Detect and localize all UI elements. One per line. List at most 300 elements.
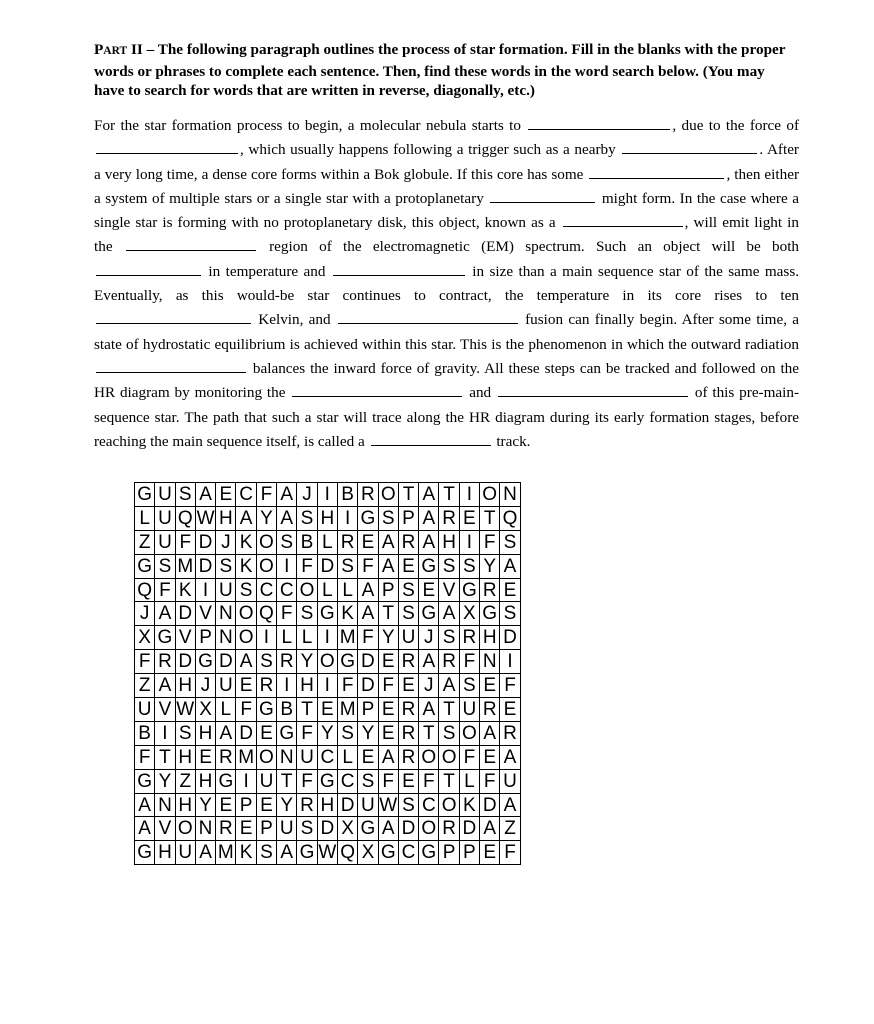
grid-cell[interactable]: C (277, 578, 297, 602)
grid-cell[interactable]: E (480, 841, 500, 865)
grid-cell[interactable]: F (358, 554, 378, 578)
grid-cell[interactable]: T (419, 721, 439, 745)
grid-cell[interactable]: R (439, 506, 459, 530)
grid-cell[interactable]: A (419, 506, 439, 530)
grid-cell[interactable]: A (439, 602, 459, 626)
grid-cell[interactable]: E (378, 721, 398, 745)
grid-cell[interactable]: K (236, 530, 256, 554)
grid-cell[interactable]: F (236, 698, 256, 722)
grid-cell[interactable]: K (175, 578, 195, 602)
grid-cell[interactable]: J (135, 602, 155, 626)
grid-cell[interactable]: E (358, 745, 378, 769)
grid-cell[interactable]: X (135, 626, 155, 650)
grid-cell[interactable]: S (337, 554, 357, 578)
grid-cell[interactable]: H (155, 841, 175, 865)
grid-cell[interactable]: H (439, 530, 459, 554)
grid-cell[interactable]: S (500, 530, 520, 554)
grid-cell[interactable]: I (277, 554, 297, 578)
grid-cell[interactable]: T (277, 769, 297, 793)
grid-cell[interactable]: P (358, 698, 378, 722)
grid-cell[interactable]: I (459, 483, 479, 507)
grid-cell[interactable]: V (195, 602, 215, 626)
grid-cell[interactable]: R (398, 745, 418, 769)
grid-cell[interactable]: R (480, 578, 500, 602)
grid-cell[interactable]: D (358, 674, 378, 698)
grid-cell[interactable]: F (175, 530, 195, 554)
grid-cell[interactable]: I (256, 626, 276, 650)
grid-cell[interactable]: A (419, 650, 439, 674)
grid-cell[interactable]: N (216, 602, 236, 626)
grid-cell[interactable]: W (318, 842, 337, 864)
grid-cell[interactable]: H (195, 721, 215, 745)
grid-cell[interactable]: C (419, 793, 439, 817)
blank-12[interactable] (96, 358, 246, 373)
grid-cell[interactable]: A (378, 745, 398, 769)
grid-cell[interactable]: H (175, 745, 195, 769)
grid-cell[interactable]: I (236, 769, 256, 793)
grid-cell[interactable]: C (236, 483, 256, 507)
grid-cell[interactable]: S (398, 578, 418, 602)
grid-cell[interactable]: I (317, 674, 337, 698)
grid-cell[interactable]: A (358, 578, 378, 602)
grid-cell[interactable]: H (175, 793, 195, 817)
grid-cell[interactable]: G (297, 841, 317, 865)
grid-cell[interactable]: T (378, 602, 398, 626)
grid-cell[interactable]: G (419, 554, 439, 578)
grid-cell[interactable]: D (317, 817, 337, 841)
grid-cell[interactable]: L (337, 745, 357, 769)
grid-cell[interactable]: F (480, 530, 500, 554)
grid-cell[interactable]: S (378, 506, 398, 530)
grid-cell[interactable]: A (277, 483, 297, 507)
grid-cell[interactable]: R (337, 530, 357, 554)
grid-cell[interactable]: R (277, 650, 297, 674)
grid-cell[interactable]: Z (135, 674, 155, 698)
grid-cell[interactable]: E (419, 578, 439, 602)
grid-cell[interactable]: G (419, 602, 439, 626)
grid-cell[interactable]: T (480, 506, 500, 530)
grid-cell[interactable]: S (236, 578, 256, 602)
grid-cell[interactable]: C (317, 745, 337, 769)
grid-cell[interactable]: P (256, 817, 276, 841)
grid-cell[interactable]: E (398, 554, 418, 578)
blank-3[interactable] (622, 139, 757, 154)
grid-cell[interactable]: R (439, 817, 459, 841)
grid-cell[interactable]: L (135, 506, 155, 530)
grid-cell[interactable]: Q (256, 602, 276, 626)
grid-cell[interactable]: D (236, 721, 256, 745)
grid-cell[interactable]: F (135, 745, 155, 769)
grid-cell[interactable]: O (439, 745, 459, 769)
grid-cell[interactable]: D (358, 650, 378, 674)
grid-cell[interactable]: U (155, 530, 175, 554)
grid-cell[interactable]: E (216, 793, 236, 817)
grid-cell[interactable]: C (398, 841, 418, 865)
grid-cell[interactable]: F (256, 483, 276, 507)
grid-cell[interactable]: Y (317, 721, 337, 745)
grid-cell[interactable]: R (398, 698, 418, 722)
grid-cell[interactable]: A (480, 721, 500, 745)
grid-cell[interactable]: N (195, 817, 215, 841)
grid-cell[interactable]: M (337, 698, 357, 722)
grid-cell[interactable]: O (419, 745, 439, 769)
grid-cell[interactable]: G (277, 721, 297, 745)
grid-cell[interactable]: O (256, 745, 276, 769)
grid-cell[interactable]: X (195, 698, 215, 722)
grid-cell[interactable]: H (195, 769, 215, 793)
blank-10[interactable] (96, 309, 251, 324)
grid-cell[interactable]: C (337, 769, 357, 793)
grid-cell[interactable]: X (337, 817, 357, 841)
grid-cell[interactable]: M (175, 554, 195, 578)
grid-cell[interactable]: E (378, 698, 398, 722)
grid-cell[interactable]: P (378, 578, 398, 602)
grid-cell[interactable]: I (317, 483, 337, 507)
grid-cell[interactable]: V (439, 578, 459, 602)
grid-cell[interactable]: U (500, 769, 520, 793)
grid-cell[interactable]: S (337, 721, 357, 745)
grid-cell[interactable]: E (398, 674, 418, 698)
grid-cell[interactable]: E (480, 674, 500, 698)
grid-cell[interactable]: S (459, 554, 479, 578)
grid-cell[interactable]: R (459, 626, 479, 650)
grid-cell[interactable]: C (256, 578, 276, 602)
grid-cell[interactable]: Z (175, 769, 195, 793)
grid-cell[interactable]: S (459, 674, 479, 698)
grid-cell[interactable]: U (155, 483, 175, 507)
blank-7[interactable] (126, 236, 256, 251)
grid-cell[interactable]: Z (135, 530, 155, 554)
grid-cell[interactable]: D (175, 602, 195, 626)
grid-cell[interactable]: O (256, 530, 276, 554)
grid-cell[interactable]: U (398, 626, 418, 650)
grid-cell[interactable]: O (236, 626, 256, 650)
blank-4[interactable] (589, 164, 724, 179)
grid-cell[interactable]: J (216, 530, 236, 554)
grid-cell[interactable]: R (480, 698, 500, 722)
grid-cell[interactable]: J (419, 674, 439, 698)
grid-cell[interactable]: U (459, 698, 479, 722)
grid-cell[interactable]: P (439, 841, 459, 865)
grid-cell[interactable]: U (256, 769, 276, 793)
grid-cell[interactable]: O (317, 650, 337, 674)
grid-cell[interactable]: F (459, 745, 479, 769)
grid-cell[interactable]: N (216, 626, 236, 650)
grid-cell[interactable]: H (317, 506, 337, 530)
grid-cell[interactable]: R (398, 721, 418, 745)
grid-cell[interactable]: F (378, 674, 398, 698)
grid-cell[interactable]: M (236, 745, 256, 769)
grid-cell[interactable]: O (236, 602, 256, 626)
grid-cell[interactable]: E (358, 530, 378, 554)
grid-cell[interactable]: F (419, 769, 439, 793)
grid-cell[interactable]: X (459, 602, 479, 626)
grid-cell[interactable]: U (216, 578, 236, 602)
grid-cell[interactable]: X (358, 841, 378, 865)
grid-cell[interactable]: S (256, 650, 276, 674)
grid-cell[interactable]: G (358, 817, 378, 841)
grid-cell[interactable]: W (176, 698, 195, 720)
grid-cell[interactable]: Y (480, 554, 500, 578)
grid-cell[interactable]: U (175, 841, 195, 865)
grid-cell[interactable]: N (480, 650, 500, 674)
grid-cell[interactable]: A (216, 721, 236, 745)
grid-cell[interactable]: I (155, 721, 175, 745)
grid-cell[interactable]: A (378, 554, 398, 578)
grid-cell[interactable]: U (216, 674, 236, 698)
grid-cell[interactable]: Y (297, 650, 317, 674)
grid-cell[interactable]: L (277, 626, 297, 650)
grid-cell[interactable]: D (480, 793, 500, 817)
blank-14[interactable] (498, 382, 688, 397)
blank-15[interactable] (371, 431, 491, 446)
grid-cell[interactable]: T (297, 698, 317, 722)
grid-cell[interactable]: R (155, 650, 175, 674)
grid-cell[interactable]: G (480, 602, 500, 626)
grid-cell[interactable]: G (195, 650, 215, 674)
grid-cell[interactable]: A (480, 817, 500, 841)
grid-cell[interactable]: T (398, 483, 418, 507)
grid-cell[interactable]: N (155, 793, 175, 817)
grid-cell[interactable]: S (155, 554, 175, 578)
grid-cell[interactable]: H (175, 674, 195, 698)
blank-6[interactable] (563, 212, 683, 227)
grid-cell[interactable]: A (378, 817, 398, 841)
grid-cell[interactable]: Y (277, 793, 297, 817)
grid-cell[interactable]: O (459, 721, 479, 745)
grid-cell[interactable]: K (459, 793, 479, 817)
grid-cell[interactable]: A (135, 817, 155, 841)
grid-cell[interactable]: W (379, 794, 398, 816)
grid-cell[interactable]: K (337, 602, 357, 626)
grid-cell[interactable]: R (216, 745, 236, 769)
grid-cell[interactable]: J (195, 674, 215, 698)
grid-cell[interactable]: P (236, 793, 256, 817)
grid-cell[interactable]: A (500, 745, 520, 769)
grid-cell[interactable]: S (398, 793, 418, 817)
grid-cell[interactable]: B (297, 530, 317, 554)
grid-cell[interactable]: A (500, 793, 520, 817)
grid-cell[interactable]: B (135, 721, 155, 745)
grid-cell[interactable]: A (195, 483, 215, 507)
grid-cell[interactable]: E (216, 483, 236, 507)
grid-cell[interactable]: E (500, 578, 520, 602)
grid-cell[interactable]: A (419, 530, 439, 554)
grid-cell[interactable]: U (277, 817, 297, 841)
grid-cell[interactable]: R (398, 530, 418, 554)
grid-cell[interactable]: H (216, 506, 236, 530)
grid-cell[interactable]: F (358, 626, 378, 650)
grid-cell[interactable]: M (216, 841, 236, 865)
grid-cell[interactable]: L (337, 578, 357, 602)
grid-cell[interactable]: E (480, 745, 500, 769)
grid-cell[interactable]: S (398, 602, 418, 626)
grid-cell[interactable]: S (277, 530, 297, 554)
grid-cell[interactable]: D (337, 793, 357, 817)
grid-cell[interactable]: R (297, 793, 317, 817)
grid-cell[interactable]: M (337, 626, 357, 650)
grid-cell[interactable]: U (155, 506, 175, 530)
grid-cell[interactable]: A (236, 506, 256, 530)
grid-cell[interactable]: A (500, 554, 520, 578)
grid-cell[interactable]: G (256, 698, 276, 722)
grid-cell[interactable]: D (398, 817, 418, 841)
grid-cell[interactable]: I (277, 674, 297, 698)
grid-cell[interactable]: G (459, 578, 479, 602)
grid-cell[interactable]: F (297, 721, 317, 745)
grid-cell[interactable]: B (337, 483, 357, 507)
grid-cell[interactable]: A (155, 602, 175, 626)
grid-cell[interactable]: Q (175, 506, 195, 530)
grid-cell[interactable]: G (317, 602, 337, 626)
grid-cell[interactable]: O (378, 483, 398, 507)
grid-cell[interactable]: I (500, 650, 520, 674)
blank-9[interactable] (333, 261, 465, 276)
grid-cell[interactable]: S (297, 602, 317, 626)
grid-cell[interactable]: G (419, 841, 439, 865)
grid-cell[interactable]: R (216, 817, 236, 841)
grid-cell[interactable]: S (216, 554, 236, 578)
grid-cell[interactable]: R (439, 650, 459, 674)
blank-8[interactable] (96, 261, 201, 276)
grid-cell[interactable]: F (337, 674, 357, 698)
grid-cell[interactable]: F (297, 554, 317, 578)
grid-cell[interactable]: Y (195, 793, 215, 817)
grid-cell[interactable]: G (135, 483, 155, 507)
grid-cell[interactable]: J (297, 483, 317, 507)
grid-cell[interactable]: D (195, 530, 215, 554)
grid-cell[interactable]: G (135, 841, 155, 865)
grid-cell[interactable]: A (419, 698, 439, 722)
grid-cell[interactable]: S (175, 721, 195, 745)
grid-cell[interactable]: I (459, 530, 479, 554)
grid-cell[interactable]: R (358, 483, 378, 507)
grid-cell[interactable]: S (256, 841, 276, 865)
grid-cell[interactable]: G (216, 769, 236, 793)
grid-cell[interactable]: W (196, 507, 215, 529)
grid-cell[interactable]: T (439, 769, 459, 793)
grid-cell[interactable]: G (358, 506, 378, 530)
grid-cell[interactable]: H (297, 674, 317, 698)
grid-cell[interactable]: F (459, 650, 479, 674)
grid-cell[interactable]: A (135, 793, 155, 817)
grid-cell[interactable]: L (297, 626, 317, 650)
grid-cell[interactable]: K (236, 554, 256, 578)
grid-cell[interactable]: S (439, 626, 459, 650)
grid-cell[interactable]: F (297, 769, 317, 793)
grid-cell[interactable]: R (256, 674, 276, 698)
grid-cell[interactable]: E (459, 506, 479, 530)
grid-cell[interactable]: T (439, 483, 459, 507)
grid-cell[interactable]: E (378, 650, 398, 674)
grid-cell[interactable]: P (195, 626, 215, 650)
blank-1[interactable] (528, 115, 670, 130)
grid-cell[interactable]: R (500, 721, 520, 745)
grid-cell[interactable]: Y (155, 769, 175, 793)
grid-cell[interactable]: F (155, 578, 175, 602)
grid-cell[interactable]: U (358, 793, 378, 817)
grid-cell[interactable]: Q (337, 841, 357, 865)
grid-cell[interactable]: D (175, 650, 195, 674)
grid-cell[interactable]: P (398, 506, 418, 530)
grid-cell[interactable]: E (236, 817, 256, 841)
grid-cell[interactable]: O (480, 483, 500, 507)
blank-13[interactable] (292, 382, 462, 397)
grid-cell[interactable]: E (398, 769, 418, 793)
grid-cell[interactable]: V (175, 626, 195, 650)
blank-2[interactable] (96, 139, 238, 154)
grid-cell[interactable]: G (155, 626, 175, 650)
grid-cell[interactable]: I (337, 506, 357, 530)
grid-cell[interactable]: L (459, 769, 479, 793)
grid-cell[interactable]: D (500, 626, 520, 650)
grid-cell[interactable]: V (155, 698, 175, 722)
grid-cell[interactable]: Z (500, 817, 520, 841)
grid-cell[interactable]: O (175, 817, 195, 841)
grid-cell[interactable]: E (317, 698, 337, 722)
grid-cell[interactable]: D (317, 554, 337, 578)
grid-cell[interactable]: I (195, 578, 215, 602)
grid-cell[interactable]: D (459, 817, 479, 841)
grid-cell[interactable]: O (419, 817, 439, 841)
grid-cell[interactable]: S (175, 483, 195, 507)
grid-cell[interactable]: A (236, 650, 256, 674)
grid-cell[interactable]: T (155, 745, 175, 769)
grid-cell[interactable]: G (135, 554, 155, 578)
grid-cell[interactable]: H (480, 626, 500, 650)
grid-cell[interactable]: R (398, 650, 418, 674)
grid-cell[interactable]: P (459, 841, 479, 865)
grid-cell[interactable]: G (317, 769, 337, 793)
grid-cell[interactable]: J (419, 626, 439, 650)
grid-cell[interactable]: A (439, 674, 459, 698)
grid-cell[interactable]: E (500, 698, 520, 722)
grid-cell[interactable]: E (256, 721, 276, 745)
grid-cell[interactable]: A (358, 602, 378, 626)
grid-cell[interactable]: Y (256, 506, 276, 530)
blank-5[interactable] (490, 188, 595, 203)
grid-cell[interactable]: O (439, 793, 459, 817)
grid-cell[interactable]: L (317, 578, 337, 602)
grid-cell[interactable]: V (155, 817, 175, 841)
grid-cell[interactable]: S (297, 817, 317, 841)
grid-cell[interactable]: N (500, 483, 520, 507)
grid-cell[interactable]: D (216, 650, 236, 674)
grid-cell[interactable]: L (216, 698, 236, 722)
grid-cell[interactable]: S (439, 554, 459, 578)
grid-cell[interactable]: U (135, 698, 155, 722)
grid-cell[interactable]: I (317, 626, 337, 650)
grid-cell[interactable]: A (195, 841, 215, 865)
grid-cell[interactable]: Q (500, 506, 520, 530)
grid-cell[interactable]: Q (135, 578, 155, 602)
grid-cell[interactable]: S (358, 769, 378, 793)
grid-cell[interactable]: L (317, 530, 337, 554)
grid-cell[interactable]: A (419, 483, 439, 507)
grid-cell[interactable]: F (277, 602, 297, 626)
grid-cell[interactable]: U (297, 745, 317, 769)
grid-cell[interactable]: N (277, 745, 297, 769)
grid-cell[interactable]: F (378, 769, 398, 793)
grid-cell[interactable]: Y (358, 721, 378, 745)
grid-cell[interactable]: K (236, 841, 256, 865)
grid-cell[interactable]: E (256, 793, 276, 817)
grid-cell[interactable]: B (277, 698, 297, 722)
grid-cell[interactable]: F (135, 650, 155, 674)
grid-cell[interactable]: Y (378, 626, 398, 650)
grid-cell[interactable]: G (378, 841, 398, 865)
blank-11[interactable] (338, 309, 518, 324)
